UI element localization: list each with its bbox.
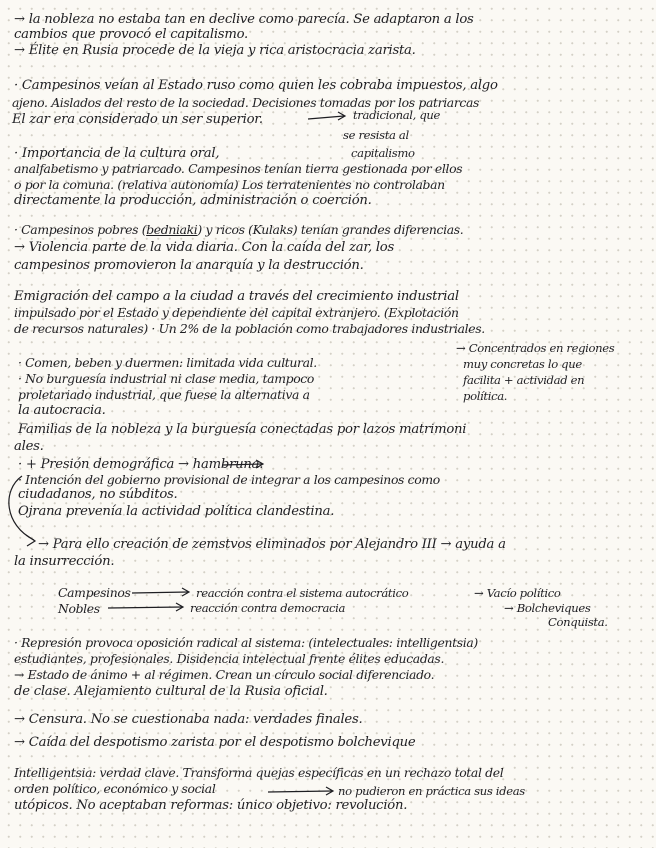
note-line: campesinos promovieron la anarquía y la destrucción. [14,258,364,273]
note-line: → Para ello creación de zemstvos eliminados por Alejandro III → ayuda a [38,537,506,552]
note-line: de recursos naturales) · Un 2% de la población como trabajadores industriales. [14,321,485,336]
note-line: → Concentrados en regiones [456,341,615,355]
note-line: Campesinos [58,585,131,600]
note-line: · Represión provoca oposición radical al sistema: (intelectuales: intelligentsia) [14,635,478,650]
note-line: ajeno. Aislados del resto de la sociedad. Decisiones tomadas por los patriarcas [12,95,480,110]
note-line: facilita + actividad en [463,373,585,387]
note-line: orden político, económico y social [14,781,216,796]
note-line: estudiantes, profesionales. Disidencia intelectual frente élites educadas. [14,651,445,666]
note-line: Conquista. [548,615,608,629]
note-line: · Campesinos pobres (bedniaki) y ricos (Kulaks) tenían grandes diferencias. [14,222,464,237]
note-line: impulsado por el Estado y dependiente del capital extranjero. (Explotación [14,305,459,320]
note-line: Familias de la nobleza y la burguesía conectadas por lazos matrimoni [18,422,467,437]
underlined-term: bedniaki [146,222,198,237]
note-line: → Violencia parte de la vida diaria. Con la caída del zar, los [14,240,395,255]
note-line: analfabetismo y patriarcado. Campesinos tenían tierra gestionada por ellos [14,161,463,176]
note-line: → Bolcheviques [504,601,591,615]
note-line: → Estado de ánimo + al régimen. Crean un círculo social diferenciado. [14,667,435,682]
note-line: · Intención del gobierno provisional de integrar a los campesinos como [18,472,440,487]
note-line: · No burguesía industrial ni clase media, tampoco [18,371,315,386]
note-line: ales. [14,439,44,454]
note-line: la insurrección. [14,554,115,569]
note-line: → Caída del despotismo zarista por el despotismo bolchevique [14,735,416,750]
note-line: Intelligentsia: verdad clave. Transforma quejas específicas en un rechazo total del [14,765,504,780]
note-line: de clase. Alejamiento cultural de la Rusia oficial. [14,684,328,699]
note-line: · Importancia de la cultura oral, [14,146,220,161]
note-line: o por la comuna. (relativa autonomía) Los terratenientes no controlaban [14,177,445,192]
note-line: capitalismo [351,146,415,160]
note-line: cambios que provocó el capitalismo. [14,27,248,42]
note-line: Ojrana prevenía la actividad política clandestina. [18,504,335,519]
note-line: utópicos. No aceptaban reformas: único objetivo: revolución. [14,798,408,813]
note-line: política. [463,389,508,403]
note-line: → la nobleza no estaba tan en declive como parecía. Se adaptaron a los [14,12,474,27]
note-line: · + Presión demográfica → hambruna. [18,457,264,472]
note-line: proletariado industrial, que fuese la alternativa a [18,387,310,402]
note-line: → Élite en Rusia procede de la vieja y rica aristocracia zarista. [14,43,416,58]
note-line: muy concretas lo que [463,357,582,371]
note-line: tradicional, que [353,108,441,122]
note-line: se resista al [343,128,409,142]
note-line: ciudadanos, no súbditos. [18,487,178,502]
note-line: directamente la producción, administración o coerción. [14,193,372,208]
note-line: · Comen, beben y duermen: limitada vida cultural. [18,355,317,370]
note-line: El zar era considerado un ser superior. [12,112,263,127]
note-line: → Censura. No se cuestionaba nada: verdades finales. [14,712,363,727]
note-line: Emigración del campo a la ciudad a través del crecimiento industrial [14,289,459,304]
note-line: la autocracia. [18,403,106,418]
note-line: Nobles [58,601,100,616]
note-line: reacción contra el sistema autocrático [196,586,409,600]
note-line: · Campesinos veían al Estado ruso como quien les cobraba impuestos, algo [14,78,498,93]
note-line: → Vacío político [474,586,561,600]
note-line: reacción contra democracia [190,601,346,615]
note-line: no pudieron en práctica sus ideas [338,784,525,798]
